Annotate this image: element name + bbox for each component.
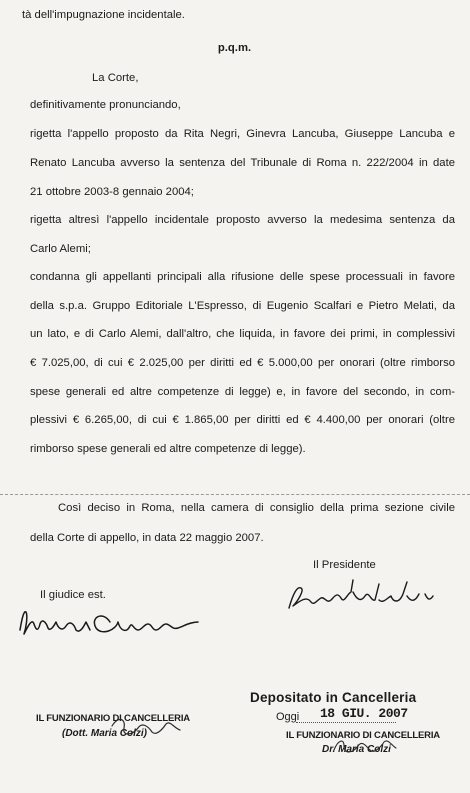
left-stamp-title: IL FUNZIONARIO DI CANCELLERIA <box>36 713 190 724</box>
text-line-16: rimborso spese generali ed altre competenze di legge). <box>30 443 306 455</box>
pqm-heading: p.q.m. <box>217 42 252 54</box>
text-line-15: plessivi € 6.265,00, di cui € 1.865,00 per diritti ed € 4.400,00 per onorari (oltre <box>30 414 455 426</box>
divider-line <box>0 494 470 495</box>
right-stamp-name: Dr. Maria Colzi <box>322 744 391 755</box>
president-label: Il Presidente <box>313 559 376 571</box>
president-signature <box>283 572 443 620</box>
text-line-6: Renato Lancuba avverso la sentenza del Tribunale di Roma n. 222/2004 in date <box>30 157 455 169</box>
text-line-8: rigetta altresì l'appello incidentale proposto avverso la medesima sentenza da <box>30 214 455 226</box>
judge-label: Il giudice est. <box>40 589 106 601</box>
text-line-12: un lato, e di Carlo Alemi, dall'altro, che liquida, in favore dei primi, in complessivi <box>30 328 455 340</box>
right-stamp-signature <box>330 728 400 762</box>
text-line-14: spese generali ed altre competenze di legge) e, in favore del secondo, in com- <box>30 386 455 398</box>
text-line-10: condanna gli appellanti principali alla rifusione delle spese processuali in favore <box>30 271 455 283</box>
right-stamp-title: IL FUNZIONARIO DI CANCELLERIA <box>286 730 440 741</box>
text-line-5: rigetta l'appello proposto da Rita Negri, Ginevra Lancuba, Giuseppe Lancuba e <box>30 128 455 140</box>
text-line-9: Carlo Alemi; <box>30 243 91 255</box>
text-line-1: tà dell'impugnazione incidentale. <box>22 9 185 21</box>
text-line-3: La Corte, <box>92 72 139 84</box>
text-line-4: definitivamente pronunciando, <box>30 99 181 111</box>
text-line-13: € 7.025,00, di cui € 2.025,00 per diritti ed € 5.000,00 per onorari (oltre rimborso <box>30 357 455 369</box>
left-stamp-signature <box>108 706 188 746</box>
judge-signature <box>14 600 204 644</box>
oggi-label: Oggi <box>276 711 300 723</box>
text-line-7: 21 ottobre 2003-8 gennaio 2004; <box>30 186 194 198</box>
text-line-17: Così deciso in Roma, nella camera di consiglio della prima sezione civile <box>58 502 455 514</box>
text-line-18: della Corte di appello, in data 22 maggio 2007. <box>30 532 264 544</box>
deposit-date: 18 GIU. 2007 <box>320 706 408 721</box>
text-line-11: della s.p.a. Gruppo Editoriale L'Espresso, di Eugenio Scalfari e Pietro Melati, da <box>30 300 455 312</box>
oggi-underline <box>296 722 396 723</box>
deposit-stamp-title: Depositato in Cancelleria <box>250 690 417 705</box>
left-stamp-name: (Dott. Maria Colzi) <box>62 728 147 739</box>
